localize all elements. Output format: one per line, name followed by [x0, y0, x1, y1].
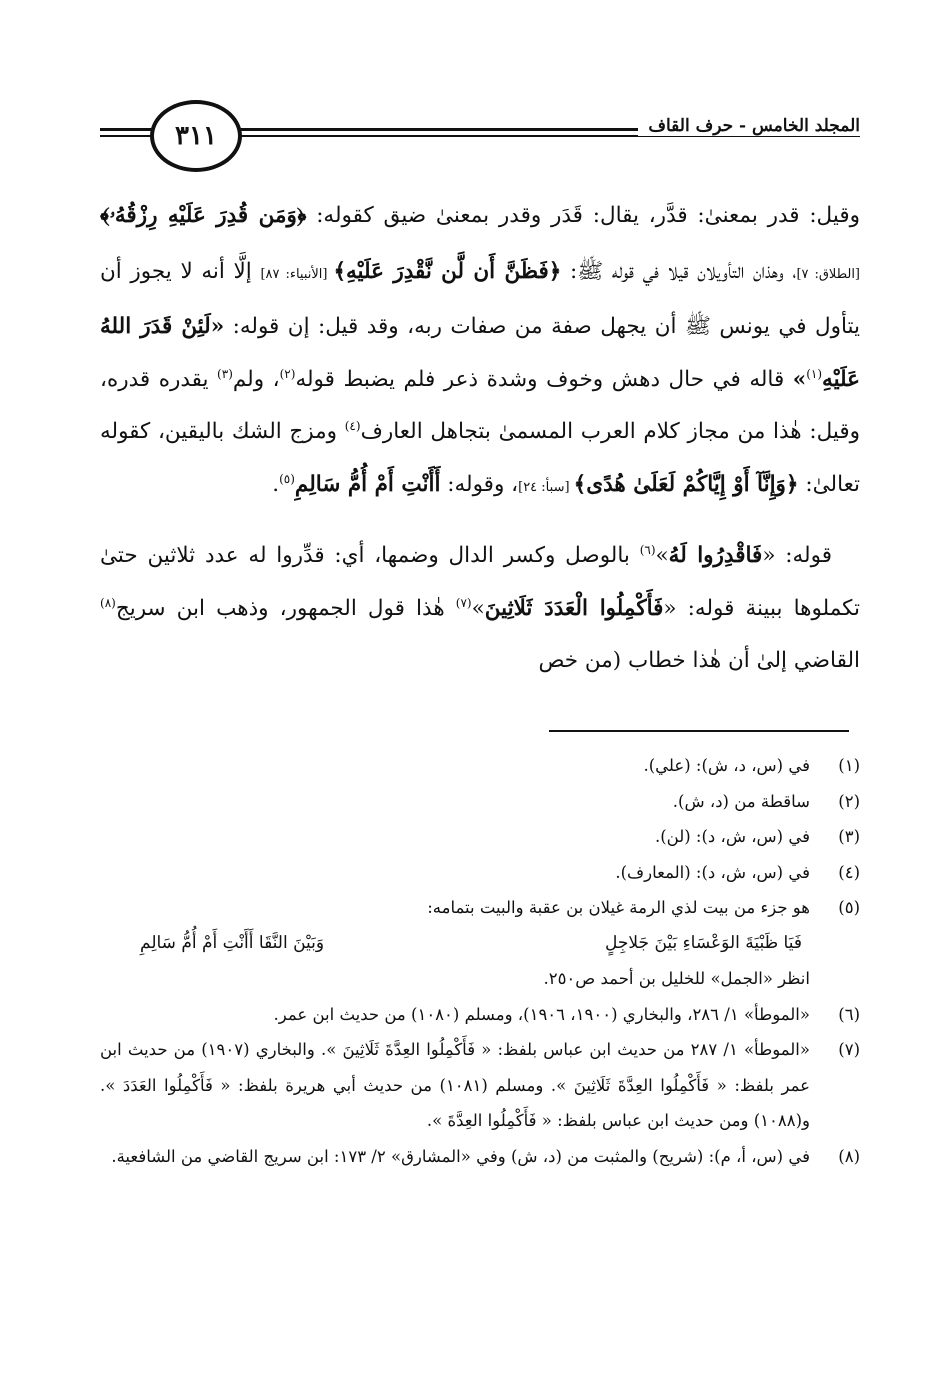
footnote-marker: (٣) — [217, 366, 233, 381]
poetry-verse — [100, 926, 810, 962]
footnote-number: (٣) — [838, 827, 860, 846]
verse-second-hemistich: وَبَيْنَ النَّقَا أَأَنْتِ أَمْ أُمُّ سَالِمِ — [140, 932, 325, 953]
body-text: . — [272, 471, 280, 497]
quote-text: «لَئِنْ قَدَرَ اللهُ عَلَيْهِ — [100, 314, 861, 392]
footnote-body — [100, 855, 810, 891]
body-text: ، ولم — [232, 366, 280, 392]
main-text — [100, 190, 860, 688]
footnote-marker: (٦) — [639, 542, 656, 557]
body-text: القاضي إلىٰ أن هٰذا خطاب (من خص — [538, 648, 860, 673]
footnote-body — [100, 819, 810, 855]
footnote — [100, 748, 860, 784]
footnote-marker: (٥) — [279, 471, 295, 486]
body-text: » — [471, 595, 485, 621]
footnote-body — [100, 890, 810, 997]
paragraph-1 — [100, 190, 860, 514]
footnote — [100, 1032, 860, 1139]
footnotes — [100, 748, 860, 1174]
body-text: إلَّا أنه لا يجوز أن يتأول في يونس ﷺ أن يجهل صفة من صفات ربه، وقد قيل: إن قوله: — [100, 258, 860, 339]
quote-text: ﴿وَمَن قُدِرَ عَلَيْهِ رِزْقُهُۥ﴾ — [100, 203, 307, 228]
page-number: ٣١١ — [150, 100, 242, 172]
running-head: المجلد الخامس - حرف القاف — [638, 116, 860, 136]
body-text: » — [655, 543, 669, 568]
body-text: ، وهذان التأويلان قيلا في قوله ﷺ: — [561, 258, 797, 284]
footnote-number: (٨) — [838, 1146, 860, 1166]
quote-text: فَاقْدِرُوا لَهُ — [668, 543, 763, 568]
footnote-text: في (س، أ، م): (شريح) والمثبت من (د، ش) وفي «المشارق» ٢/ ١٧٣: ابن سريج القاضي من الشافعية. — [111, 1146, 810, 1166]
footnote — [100, 890, 860, 997]
footnote-marker: (٢) — [279, 366, 296, 381]
body-text: وقيل: قدر بمعنىٰ: قدَّر، يقال: قَدَر وقدر بمعنىٰ ضيق كقوله: — [306, 203, 860, 228]
footnote — [100, 1139, 860, 1175]
verse-reference: [الأنبياء: ٨٧] — [260, 266, 334, 282]
footnote-text: في (س، ش، د): (لن). — [654, 827, 810, 846]
footnote-number: (٤) — [838, 862, 860, 882]
footnote — [100, 855, 860, 891]
verse-first-hemistich: فَيَا ظَبْيَةَ الوَعْسَاءِ بَيْنَ جَلاجِلٍ — [605, 932, 802, 953]
body-text: قاله في حال دهش وخوف وشدة ذعر فلم يضبط قوله — [295, 366, 793, 392]
body-text: قوله: « — [762, 543, 832, 568]
footnote-number: (١) — [838, 756, 860, 775]
footnote-marker: (٨) — [100, 595, 116, 610]
footnote-number: (٦) — [838, 1004, 860, 1024]
footnote — [100, 819, 860, 855]
footnote-number: (٢) — [838, 791, 860, 811]
footnote-text: «الموطأ» ١/ ٢٨٦، والبخاري (١٩٠٠، ١٩٠٦)، ومسلم (١٠٨٠) من حديث ابن عمر. — [273, 1004, 810, 1024]
footnote-text: في (س، د، ش): (علي). — [643, 756, 810, 775]
quote-text: فَأَكْمِلُوا الْعَدَدَ ثَلَاثِينَ — [484, 595, 664, 621]
footnote-text: في (س، ش، د): (المعارف). — [615, 862, 810, 882]
verse-reference: [الطلاق: ٧] — [796, 266, 860, 282]
footnote-number: (٥) — [838, 898, 860, 917]
footnote-marker: (١) — [806, 366, 823, 381]
body-text: ، وقوله: — [440, 471, 519, 497]
footnote-separator — [549, 730, 849, 732]
body-text: بالوصل وكسر الدال وضمها، أي: قدِّروا له عدد ثلاثين حتىٰ تكملوها ببينة قوله: « — [100, 543, 860, 621]
footnote-body — [100, 1032, 810, 1139]
footnote-body — [100, 997, 810, 1033]
verse-reference: [سبأ: ٢٤] — [518, 479, 574, 495]
footnote-number: (٧) — [838, 1040, 860, 1059]
page-header — [100, 98, 860, 178]
quote-text: ﴿فَظَنَّ أَن لَّن نَّقْدِرَ عَلَيْهِ﴾ — [333, 258, 562, 284]
footnote-source: انظر «الجمل» للخليل بن أحمد ص٢٥٠. — [543, 969, 810, 988]
body-text: هٰذا قول الجمهور، وذهب ابن سريج — [115, 595, 456, 621]
footnote-body — [100, 1139, 810, 1175]
footnote-text: «الموطأ» ١/ ٢٨٧ من حديث ابن عباس بلفظ: « فَأَكْمِلُوا العِدَّةَ ثَلَاثِينَ ». والبخاري (١٩٠٧) من حديث ابن عمر بلفظ: « فَأَكْمِلُوا العِدَّةَ ثَلَاثِينَ ». ومسلم (١٠٨١) من حديث أبي هريرة بلفظ: « فَأَكْمِلُوا العَدَدَ ». و(١٠٨٨) ومن حديث ابن عباس بلفظ: « فَأَكْمِلُوا العِدَّةَ ». — [100, 1040, 810, 1130]
footnote-marker: (٤) — [344, 418, 361, 433]
footnote — [100, 784, 860, 820]
footnote-body — [100, 748, 810, 784]
body-text: يقدره قدره، وقيل: هٰذا من مجاز كلام العرب المسمىٰ بتجاهل العارف — [100, 366, 860, 444]
body-text: ومزج الشك باليقين، كقوله تعالىٰ: — [100, 419, 860, 497]
paragraph-2 — [100, 530, 860, 688]
footnote — [100, 997, 860, 1033]
footnote-text: ساقطة من (د، ش). — [672, 791, 810, 811]
footnote-marker: (٧) — [455, 595, 472, 610]
quote-text: ﴿وَإِنَّآ أَوْ إِيَّاكُمْ لَعَلَىٰ هُدًى﴾ — [573, 471, 799, 497]
footnote-body — [100, 784, 810, 820]
footnote-text: هو جزء من بيت لذي الرمة غيلان بن عقبة والبيت بتمامه: — [427, 898, 810, 917]
quote-text: » — [792, 366, 807, 392]
quote-text: أَأَنْتِ أَمْ أُمُّ سَالِمِ — [294, 471, 441, 497]
